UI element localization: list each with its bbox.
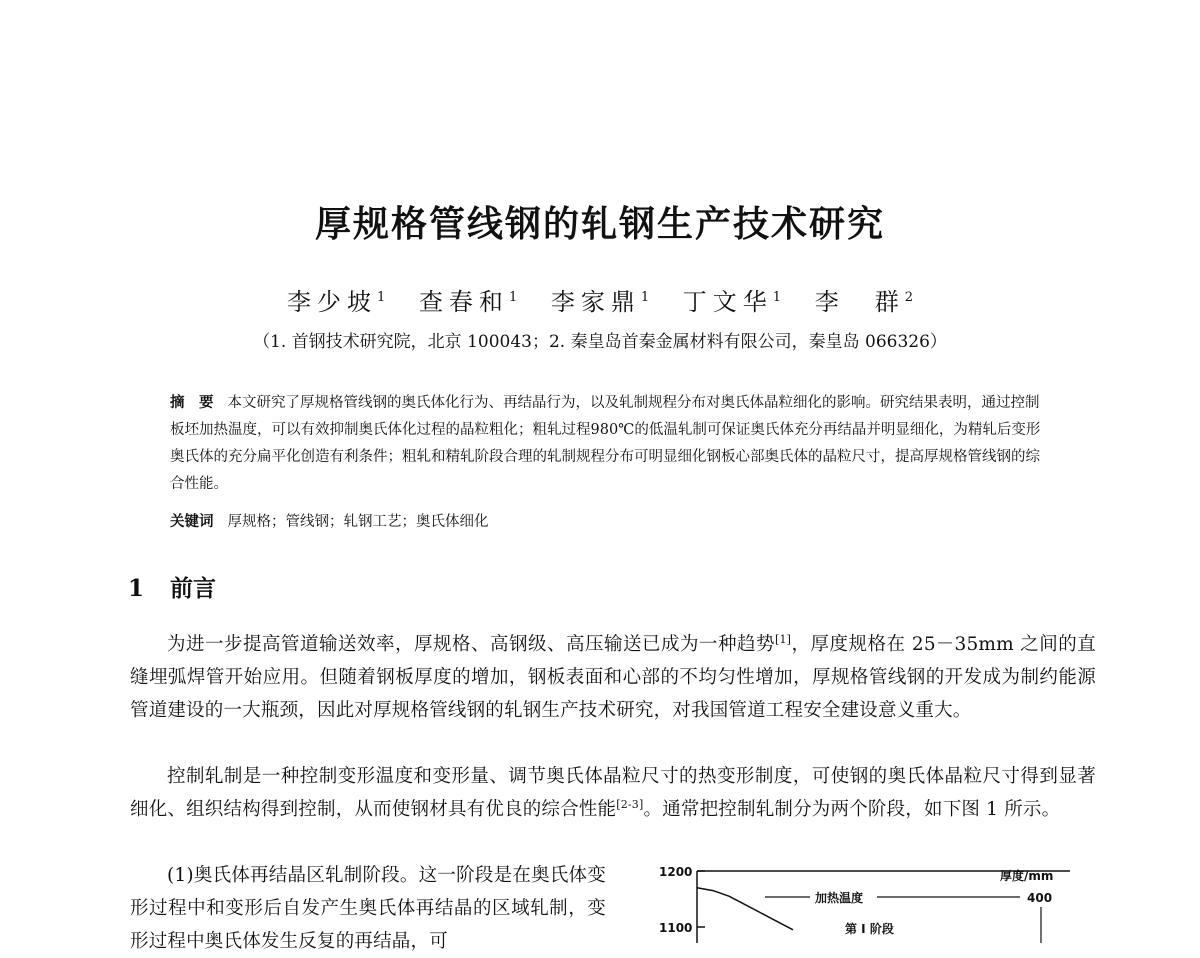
author: 李 群$^2$: [814, 288, 913, 316]
chart-svg: [645, 855, 1075, 943]
author: 丁文华$^1$: [682, 288, 782, 316]
keywords: [170, 510, 1050, 531]
section-heading: [128, 570, 216, 603]
author: 查春和$^1$: [418, 288, 518, 316]
paragraph-2: 控制轧制是一种控制变形温度和变形量、调节奥氏体晶粒尺寸的热变形制度，可使钢的奥氏体晶粒尺寸得到显著细化、组织结构得到控制，从而使钢材具有优良的综合性能[2-3]。通常把控制轧制分为两个阶段，如下图 1 所示。: [130, 766, 1096, 820]
y-tick-label-1100: 1100: [659, 921, 693, 935]
stage-1-label: 第 I 阶段: [845, 922, 894, 936]
abstract-text: 本文研究了厚规格管线钢的奥氏体化行为、再结晶行为，以及轧制规程分布对奥氏体晶粒细化的影响。研究结果表明，通过控制板坯加热温度，可以有效抑制奥氏体化过程的晶粒粗化；粗轧过程980℃的低温轧制可保证奥氏体充分再结晶并明显细化，为精轧后变形奥氏体的充分扁平化创造有利条件；粗轧和精轧阶段合理的轧制规程分布可明显细化钢板心部奥氏体的晶粒尺寸，提高厚规格管线钢的综合性能。: [170, 395, 1041, 492]
heating-temp-label: 加热温度: [815, 891, 864, 905]
paragraph-3: (1)奥氏体再结晶区轧制阶段。这一阶段是在奥氏体变形过程中和变形后自发产生奥氏体再结晶的区域轧制，变形过程中奥氏体发生反复的再结晶，可: [130, 865, 606, 952]
keywords-label: 关键词: [170, 514, 214, 530]
section-number: 1: [128, 575, 145, 602]
author: 李家鼎$^1$: [550, 288, 650, 316]
right-value-label: 400: [1027, 891, 1053, 905]
paragraph-1: 为进一步提高管道输送效率，厚规格、高钢级、高压输送已成为一种趋势[1]，厚度规格在 25－35mm 之间的直缝埋弧焊管开始应用。但随着钢板厚度的增加，钢板表面和心部的不均匀性增加，厚规格管线钢的开发成为制约能源管道建设的一大瓶颈，因此对厚规格管线钢的轧钢生产技术研究，对我国管道工程安全建设意义重大。: [130, 632, 1096, 721]
citation: [1]: [774, 632, 792, 646]
author: 李少坡$^1$: [287, 288, 386, 316]
right-axis-label: 厚度/mm: [1000, 869, 1054, 883]
section-title: 前言: [170, 576, 217, 602]
citation: [2-3]: [616, 797, 644, 811]
y-tick-label-1200: 1200: [659, 865, 693, 879]
abstract-label: 摘 要: [170, 395, 214, 411]
temperature-curve: [697, 888, 793, 930]
abstract: [170, 390, 1050, 498]
affiliation: （1. 首钢技术研究院，北京 100043；2. 秦皇岛首秦金属材料有限公司，秦皇岛 066326）: [253, 332, 947, 352]
keywords-text: 厚规格；管线钢；轧钢工艺；奥氏体细化: [227, 514, 489, 530]
figure-1-chart: [645, 855, 1075, 943]
author-list: [0, 282, 1200, 317]
paper-title: 厚规格管线钢的轧钢生产技术研究: [314, 204, 885, 245]
